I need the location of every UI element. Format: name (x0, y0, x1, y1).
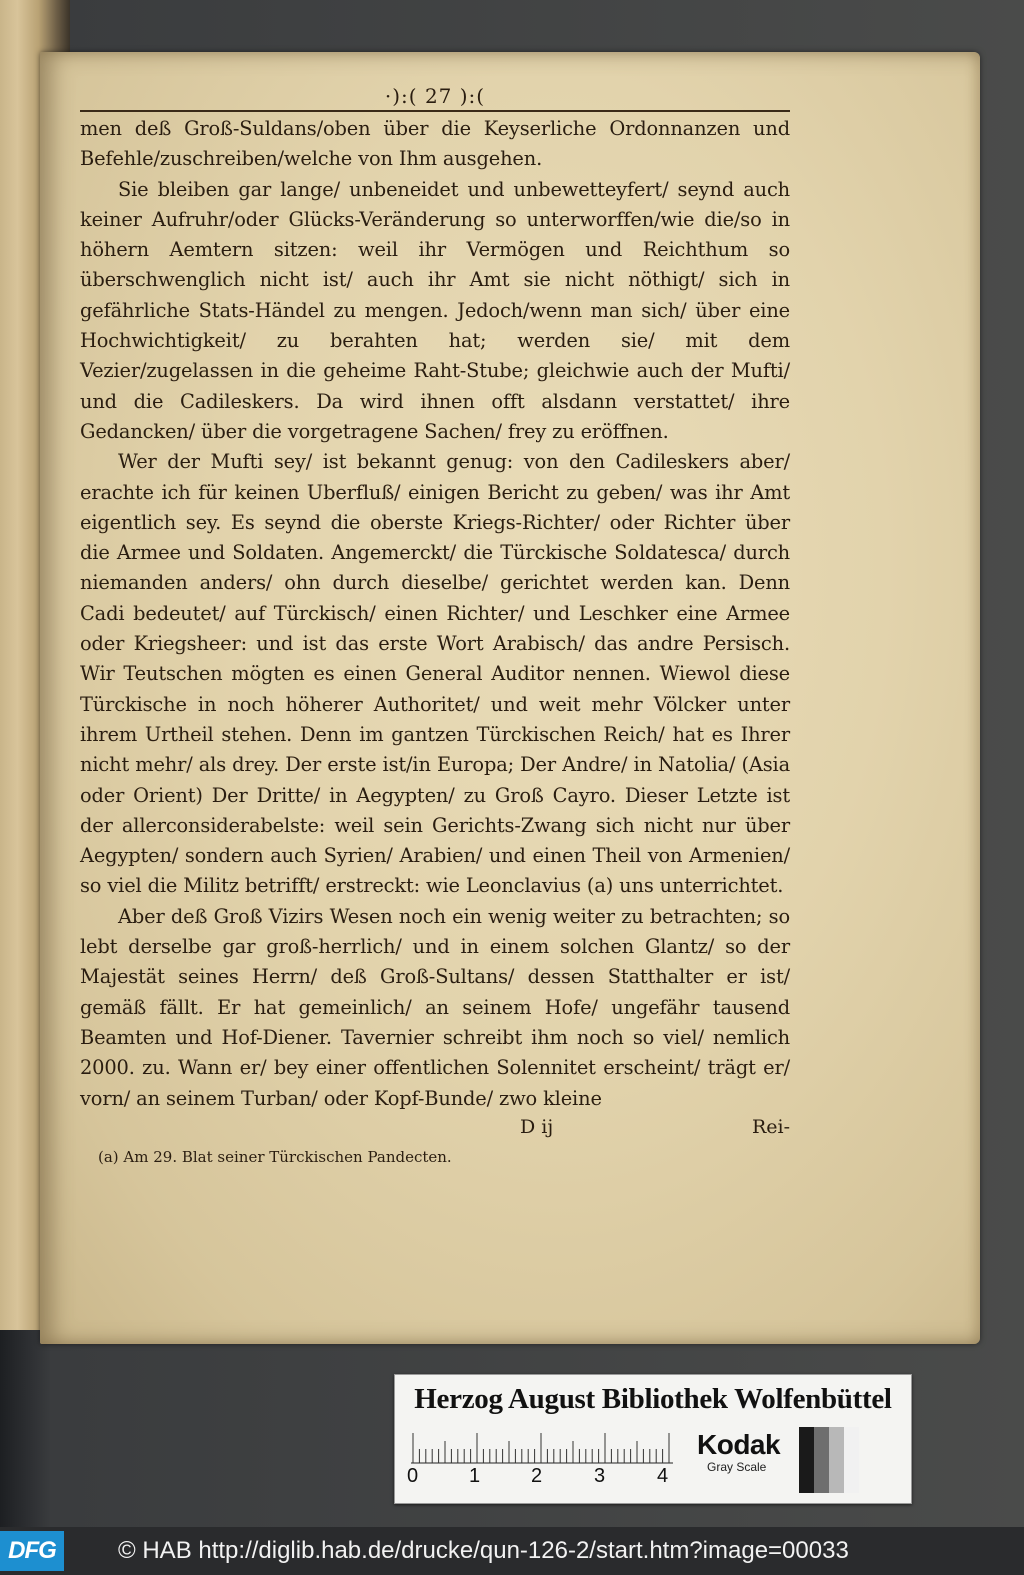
footer-bar (0, 1527, 1024, 1575)
paragraph: men deß Groß-Suldans/oben über die Keyserliche Ordonnanzen und Befehle/zuschreiben/welche von Ihm ausgehen. (80, 117, 790, 171)
catchword: Rei- (751, 1115, 790, 1138)
gray-patch (844, 1427, 859, 1493)
ruler-number: 2 (531, 1465, 543, 1487)
paragraph: Sie bleiben gar lange/ unbeneidet und unbewetteyfert/ seynd auch keiner Aufruhr/oder Glücks-Veränderung so unterworffen/wie die/so in höhern Aemtern sitzen: weil ihr Vermögen und Reichthum so überschwenglich nicht ist/ auch ihr Amt sie nicht nöthigt/ sich in gefährliche Stats-Händel zu mengen. Jedoch/wenn man sich/ über eine Hochwichtigkeit/ zu berahten hat; werden sie/ mit dem Vezier/zugelassen in die geheime Raht-Stube; gleichwie auch der Mufti/ und die Cadileskers. Da wird ihnen offt alsdann verstattet/ ihre Gedancken/ über die vorgetragene Sachen/ frey zu eröffnen. (80, 177, 790, 443)
ruler-number: 3 (594, 1465, 606, 1487)
paragraph: Aber deß Groß Vizirs Wesen noch ein wenig weiter zu betrachten; so lebt derselbe gar groß-herrlich/ und in einem solchen Glantz/ so der Majestät seines Herrn/ deß Groß-Sultans/ dessen Statthalter er ist/ gemäß fällt. Er hat gemeinlich/ an seinem Hofe/ ungefähr tausend Beamten und Hof-Diener. Tavernier schreibt ihm noch so viel/ nemlich 2000. zu. Wann er/ bey einer offentlichen Solennitet erscheint/ trägt er/ vorn/ an seinem Turban/ oder Kopf-Bunde/ zwo kleine (80, 904, 790, 1110)
gray-patch (799, 1427, 814, 1493)
paragraph: Wer der Mufti sey/ ist bekannt genug: von den Cadileskers aber/ erachte ich für keinen Uberfluß/ einigen Bericht zu geben/ was ihr Amt eigentlich sey. Es seynd die oberste Kriegs-Richter/ oder Richter über die Armee und Soldaten. Angemerckt/ die Türckische Soldatesca/ durch niemanden anders/ ohn durch dieselbe/ gerichtet werden kan. Denn Cadi bedeutet/ auf Türckisch/ einen Richter/ und Leschker eine Armee oder Kriegsheer: und ist das erste Wort Arabisch/ das andre Persisch. Wir Teutschen mögten es einen General Auditor nennen. Wiewol diese Türckische in noch höherer Authoritet/ und weit mehr Völcker unter ihrem Urtheil stehen. Denn im gantzen Türckischen Reich/ hat es Ihrer nicht mehr/ als drey. Der erste ist/in Europa; Der Andre/ in Natolia/ (Asia oder Orient) Der Dritte/ in Aegypten/ zu Groß Cayro. Dieser Letzte ist der allerconsiderabelste: weil sein Gerichts-Zwang sich nicht nur über Aegypten/ sondern auch Syrien/ Arabien/ und einen Theil von Armenien/ so viel die Militz betrifft/ erstreckt: wie Leonclavius (a) uns unterrichtet. (80, 450, 790, 898)
ruler-number: 0 (407, 1465, 419, 1487)
color-target-card (394, 1374, 912, 1504)
gray-patch (829, 1427, 844, 1493)
ruler-numbers (407, 1465, 687, 1491)
kodak-subtitle: Gray Scale (707, 1460, 767, 1474)
ruler-number: 1 (469, 1465, 481, 1487)
signature-line (80, 1116, 790, 1144)
ruler-number: 4 (657, 1465, 669, 1487)
body-text (80, 114, 790, 1114)
ruler-scale (411, 1430, 673, 1464)
dfg-logo: DFG (0, 1531, 64, 1571)
page-content (80, 82, 790, 1166)
book-page (40, 52, 980, 1344)
header-rule (80, 110, 790, 112)
library-name: Herzog August Bibliothek Wolfenbüttel (414, 1383, 892, 1415)
gray-patch (814, 1427, 829, 1493)
credit-link[interactable]: © HAB http://diglib.hab.de/drucke/qun-126-2/start.htm?image=00033 (118, 1537, 849, 1564)
gray-scale-swatch (799, 1427, 859, 1493)
page-header (80, 82, 790, 112)
signature-mark: D ij (520, 1115, 554, 1138)
running-head: ·):( 27 ):( (384, 84, 486, 108)
footnote: (a) Am 29. Blat seiner Türckischen Pandecten. (98, 1147, 452, 1166)
kodak-logo: Kodak (697, 1429, 781, 1460)
adjacent-page-marks (4, 120, 24, 1220)
